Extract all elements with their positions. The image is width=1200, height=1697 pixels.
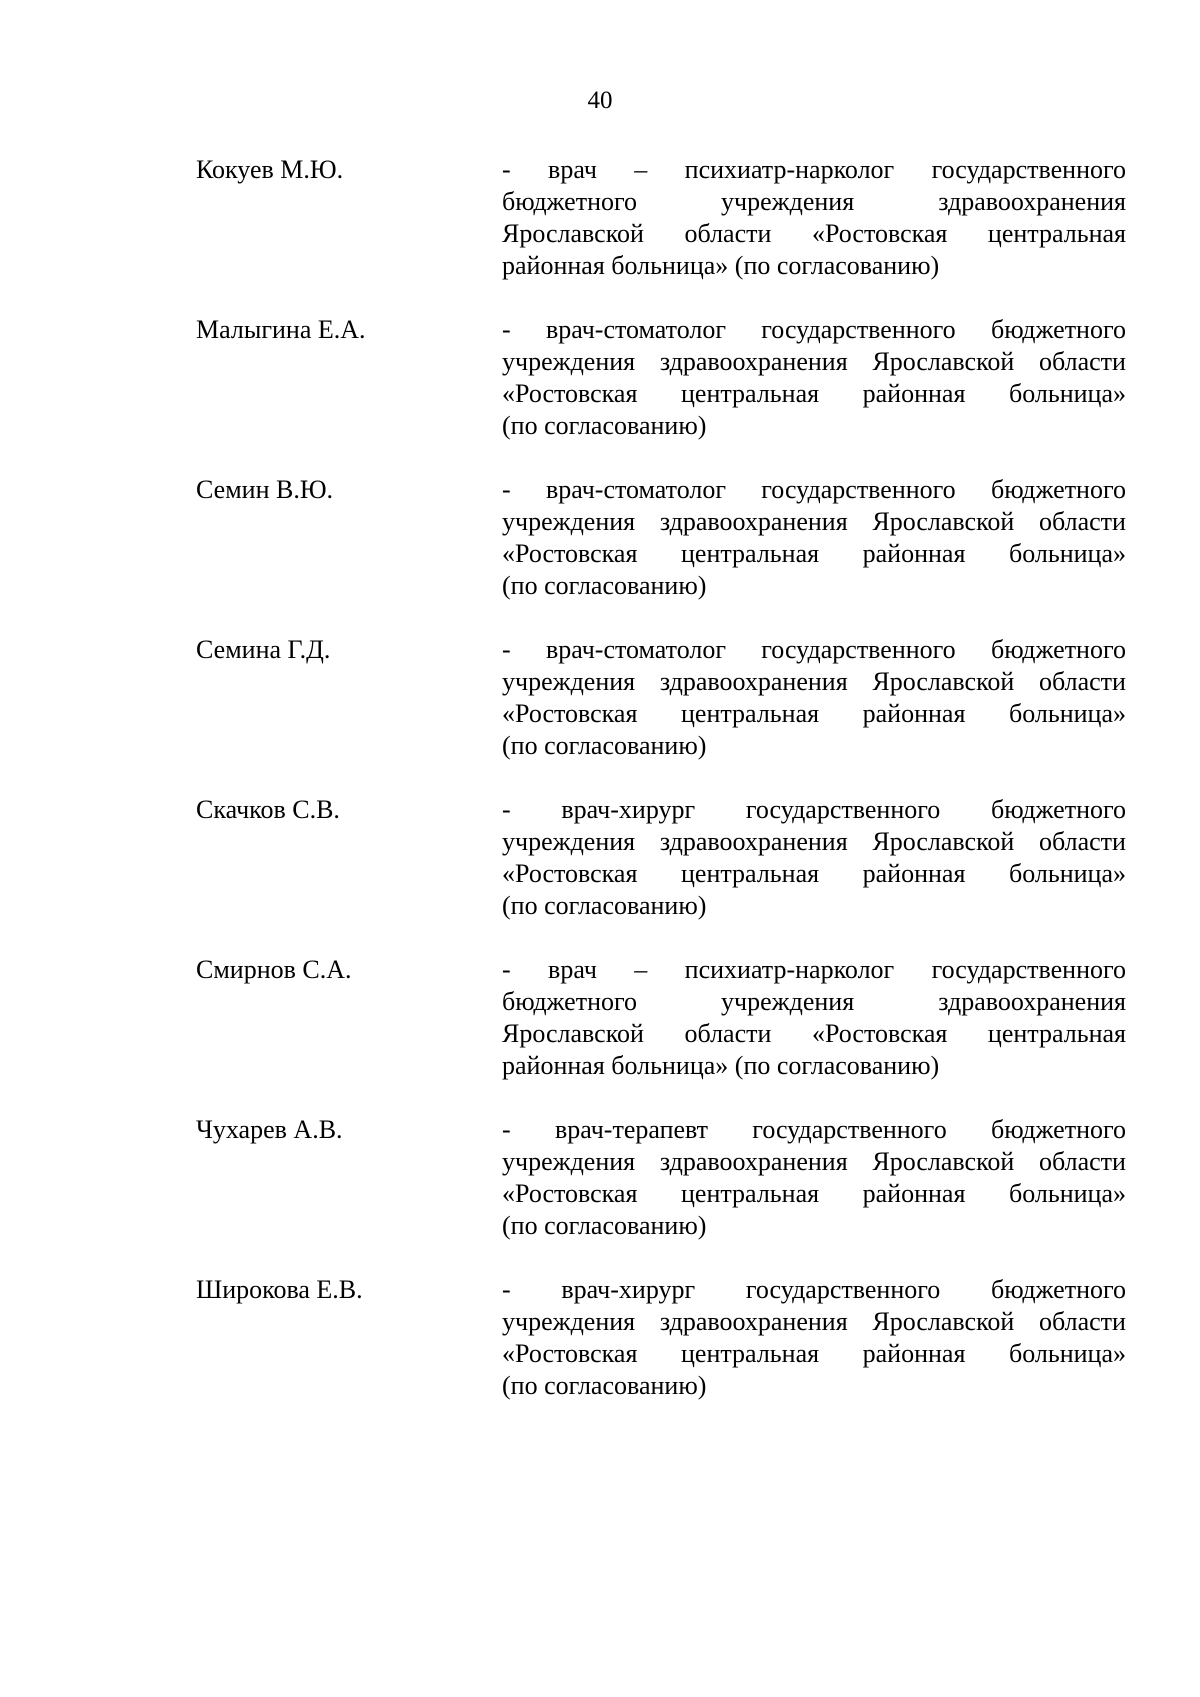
position-text-line bbox=[502, 666, 1126, 698]
position-text-line bbox=[502, 314, 1126, 346]
position-word: учреждения bbox=[502, 667, 636, 696]
member-entry bbox=[0, 154, 1200, 286]
position-word: - bbox=[502, 1275, 511, 1304]
position-word: бюджетного bbox=[990, 635, 1126, 664]
position-word: учреждения bbox=[502, 1307, 636, 1336]
position-text-line bbox=[502, 410, 1126, 442]
position-word: здравоохранения bbox=[938, 987, 1126, 1016]
member-entry bbox=[0, 634, 1200, 766]
position-word: учреждения bbox=[502, 347, 636, 376]
member-name: Смирнов С.А. bbox=[196, 955, 352, 984]
position-word: «Ростовская bbox=[502, 1179, 638, 1208]
position-word: Ярославской bbox=[872, 507, 1015, 536]
position-word: - bbox=[502, 155, 511, 184]
position-word: здравоохранения bbox=[659, 347, 848, 376]
position-text-line bbox=[502, 154, 1126, 186]
position-word: психиатр-нарколог bbox=[684, 155, 895, 184]
position-word: – bbox=[634, 955, 648, 984]
position-word: врач-хирург bbox=[561, 795, 696, 824]
position-word: врач bbox=[548, 955, 597, 984]
position-word: врач-стоматолог bbox=[545, 475, 726, 504]
position-text-line bbox=[502, 570, 1126, 602]
position-word: психиатр-нарколог bbox=[684, 955, 895, 984]
member-position bbox=[502, 474, 1126, 602]
member-position bbox=[502, 154, 1126, 282]
position-word: здравоохранения bbox=[659, 827, 848, 856]
position-word: больница» bbox=[1009, 379, 1126, 408]
position-word: центральная bbox=[681, 1339, 820, 1368]
position-text-line bbox=[502, 1274, 1126, 1306]
position-word: районная bbox=[862, 859, 966, 888]
position-word: центральная bbox=[681, 859, 820, 888]
position-text-line bbox=[502, 890, 1126, 922]
position-text-line bbox=[502, 1018, 1126, 1050]
position-text-line bbox=[502, 858, 1126, 890]
member-entry bbox=[0, 474, 1200, 606]
page-number: 40 bbox=[587, 87, 613, 114]
position-word: Ярославской bbox=[872, 347, 1015, 376]
position-word: Ярославской bbox=[872, 1307, 1015, 1336]
position-word: больница» bbox=[1009, 859, 1126, 888]
position-word: врач-хирург bbox=[561, 1275, 696, 1304]
position-word: районная bbox=[862, 379, 966, 408]
position-text-line bbox=[502, 218, 1126, 250]
position-word: области bbox=[1039, 667, 1126, 696]
member-position bbox=[502, 634, 1126, 762]
position-word: – bbox=[634, 155, 648, 184]
position-word: области bbox=[684, 219, 772, 248]
position-word: бюджетного bbox=[990, 1115, 1126, 1144]
position-text-line bbox=[502, 186, 1126, 218]
position-word: бюджетного bbox=[990, 795, 1126, 824]
position-word: здравоохранения bbox=[659, 507, 848, 536]
member-position bbox=[502, 794, 1126, 922]
member-name: Семин В.Ю. bbox=[196, 475, 334, 504]
position-word: больница» bbox=[1009, 699, 1126, 728]
position-word: (по согласованию) bbox=[502, 1371, 707, 1400]
position-text-line bbox=[502, 954, 1126, 986]
position-word: центральная bbox=[987, 219, 1126, 248]
position-word: - bbox=[502, 955, 511, 984]
position-word: здравоохранения bbox=[938, 187, 1126, 216]
position-word: государственного bbox=[745, 1275, 941, 1304]
member-entry bbox=[0, 1114, 1200, 1246]
member-list bbox=[0, 154, 1200, 1434]
position-text-line bbox=[502, 250, 1126, 282]
position-text-line bbox=[502, 1370, 1126, 1402]
position-word: области bbox=[1039, 507, 1126, 536]
position-word: Ярославской bbox=[502, 1019, 644, 1048]
member-name: Широкова Е.В. bbox=[196, 1275, 363, 1304]
position-word: государственного bbox=[761, 315, 956, 344]
position-word: Ярославской bbox=[872, 667, 1015, 696]
position-word: врач-терапевт bbox=[554, 1115, 709, 1144]
position-word: государственного bbox=[761, 635, 956, 664]
position-word: здравоохранения bbox=[659, 667, 848, 696]
position-word: учреждения bbox=[721, 187, 855, 216]
position-word: учреждения bbox=[721, 987, 855, 1016]
position-word: «Ростовская bbox=[502, 539, 638, 568]
position-word: районная bbox=[862, 1339, 966, 1368]
position-word: районная больница» (по согласованию) bbox=[502, 251, 940, 280]
member-position bbox=[502, 954, 1126, 1082]
position-word: государственного bbox=[745, 795, 941, 824]
position-word: (по согласованию) bbox=[502, 891, 707, 920]
position-text-line bbox=[502, 1210, 1126, 1242]
position-word: «Ростовская bbox=[502, 859, 638, 888]
position-text-line bbox=[502, 538, 1126, 570]
position-word: (по согласованию) bbox=[502, 571, 707, 600]
position-text-line bbox=[502, 506, 1126, 538]
position-word: - bbox=[502, 795, 511, 824]
position-word: центральная bbox=[681, 699, 820, 728]
position-word: районная bbox=[862, 539, 966, 568]
position-word: «Ростовская bbox=[811, 1019, 948, 1048]
position-word: государственного bbox=[761, 475, 956, 504]
member-name: Малыгина Е.А. bbox=[196, 315, 366, 344]
position-word: Ярославской bbox=[502, 219, 644, 248]
position-word: здравоохранения bbox=[659, 1147, 848, 1176]
member-name: Кокуев М.Ю. bbox=[196, 155, 344, 184]
position-word: учреждения bbox=[502, 1147, 636, 1176]
member-position bbox=[502, 1274, 1126, 1402]
position-word: бюджетного bbox=[502, 187, 638, 216]
position-text-line bbox=[502, 698, 1126, 730]
position-text-line bbox=[502, 378, 1126, 410]
position-word: области bbox=[684, 1019, 772, 1048]
position-word: государственного bbox=[931, 955, 1126, 984]
position-word: - bbox=[502, 475, 511, 504]
member-name: Скачков С.В. bbox=[196, 795, 340, 824]
position-word: учреждения bbox=[502, 507, 636, 536]
position-word: бюджетного bbox=[990, 315, 1126, 344]
position-word: (по согласованию) bbox=[502, 731, 707, 760]
position-word: - bbox=[502, 635, 511, 664]
position-word: (по согласованию) bbox=[502, 1211, 707, 1240]
position-text-line bbox=[502, 1146, 1126, 1178]
position-word: здравоохранения bbox=[659, 1307, 848, 1336]
position-word: бюджетного bbox=[990, 1275, 1126, 1304]
position-word: «Ростовская bbox=[502, 1339, 638, 1368]
position-word: «Ростовская bbox=[502, 379, 638, 408]
position-word: области bbox=[1039, 347, 1126, 376]
position-word: центральная bbox=[987, 1019, 1126, 1048]
position-text-line bbox=[502, 634, 1126, 666]
position-word: больница» bbox=[1009, 539, 1126, 568]
position-text-line bbox=[502, 1306, 1126, 1338]
position-text-line bbox=[502, 730, 1126, 762]
position-word: бюджетного bbox=[990, 475, 1126, 504]
position-text-line bbox=[502, 986, 1126, 1018]
member-entry bbox=[0, 1274, 1200, 1406]
member-name: Чухарев А.В. bbox=[196, 1115, 343, 1144]
position-word: врач bbox=[548, 155, 597, 184]
position-word: учреждения bbox=[502, 827, 636, 856]
position-text-line bbox=[502, 474, 1126, 506]
position-word: области bbox=[1039, 827, 1126, 856]
position-word: Ярославской bbox=[872, 827, 1015, 856]
member-name: Семина Г.Д. bbox=[196, 635, 331, 664]
position-word: - bbox=[502, 1115, 511, 1144]
position-text-line bbox=[502, 1178, 1126, 1210]
position-word: врач-стоматолог bbox=[545, 635, 726, 664]
position-text-line bbox=[502, 1050, 1126, 1082]
position-word: центральная bbox=[681, 379, 820, 408]
position-text-line bbox=[502, 794, 1126, 826]
member-entry bbox=[0, 954, 1200, 1086]
position-word: Ярославской bbox=[872, 1147, 1015, 1176]
position-word: государственного bbox=[752, 1115, 947, 1144]
position-text-line bbox=[502, 1114, 1126, 1146]
position-word: больница» bbox=[1009, 1339, 1126, 1368]
position-word: «Ростовская bbox=[502, 699, 638, 728]
position-word: области bbox=[1039, 1307, 1126, 1336]
position-word: районная больница» (по согласованию) bbox=[502, 1051, 940, 1080]
position-text-line bbox=[502, 826, 1126, 858]
position-word: центральная bbox=[681, 1179, 820, 1208]
position-word: больница» bbox=[1009, 1179, 1126, 1208]
position-word: (по согласованию) bbox=[502, 411, 707, 440]
member-position bbox=[502, 314, 1126, 442]
position-word: бюджетного bbox=[502, 987, 638, 1016]
position-word: государственного bbox=[931, 155, 1126, 184]
position-word: «Ростовская bbox=[811, 219, 948, 248]
position-word: районная bbox=[862, 1179, 966, 1208]
position-text-line bbox=[502, 346, 1126, 378]
member-entry bbox=[0, 314, 1200, 446]
position-text-line bbox=[502, 1338, 1126, 1370]
member-position bbox=[502, 1114, 1126, 1242]
position-word: врач-стоматолог bbox=[545, 315, 726, 344]
member-entry bbox=[0, 794, 1200, 926]
position-word: центральная bbox=[681, 539, 820, 568]
position-word: - bbox=[502, 315, 511, 344]
position-word: районная bbox=[862, 699, 966, 728]
position-word: области bbox=[1039, 1147, 1126, 1176]
